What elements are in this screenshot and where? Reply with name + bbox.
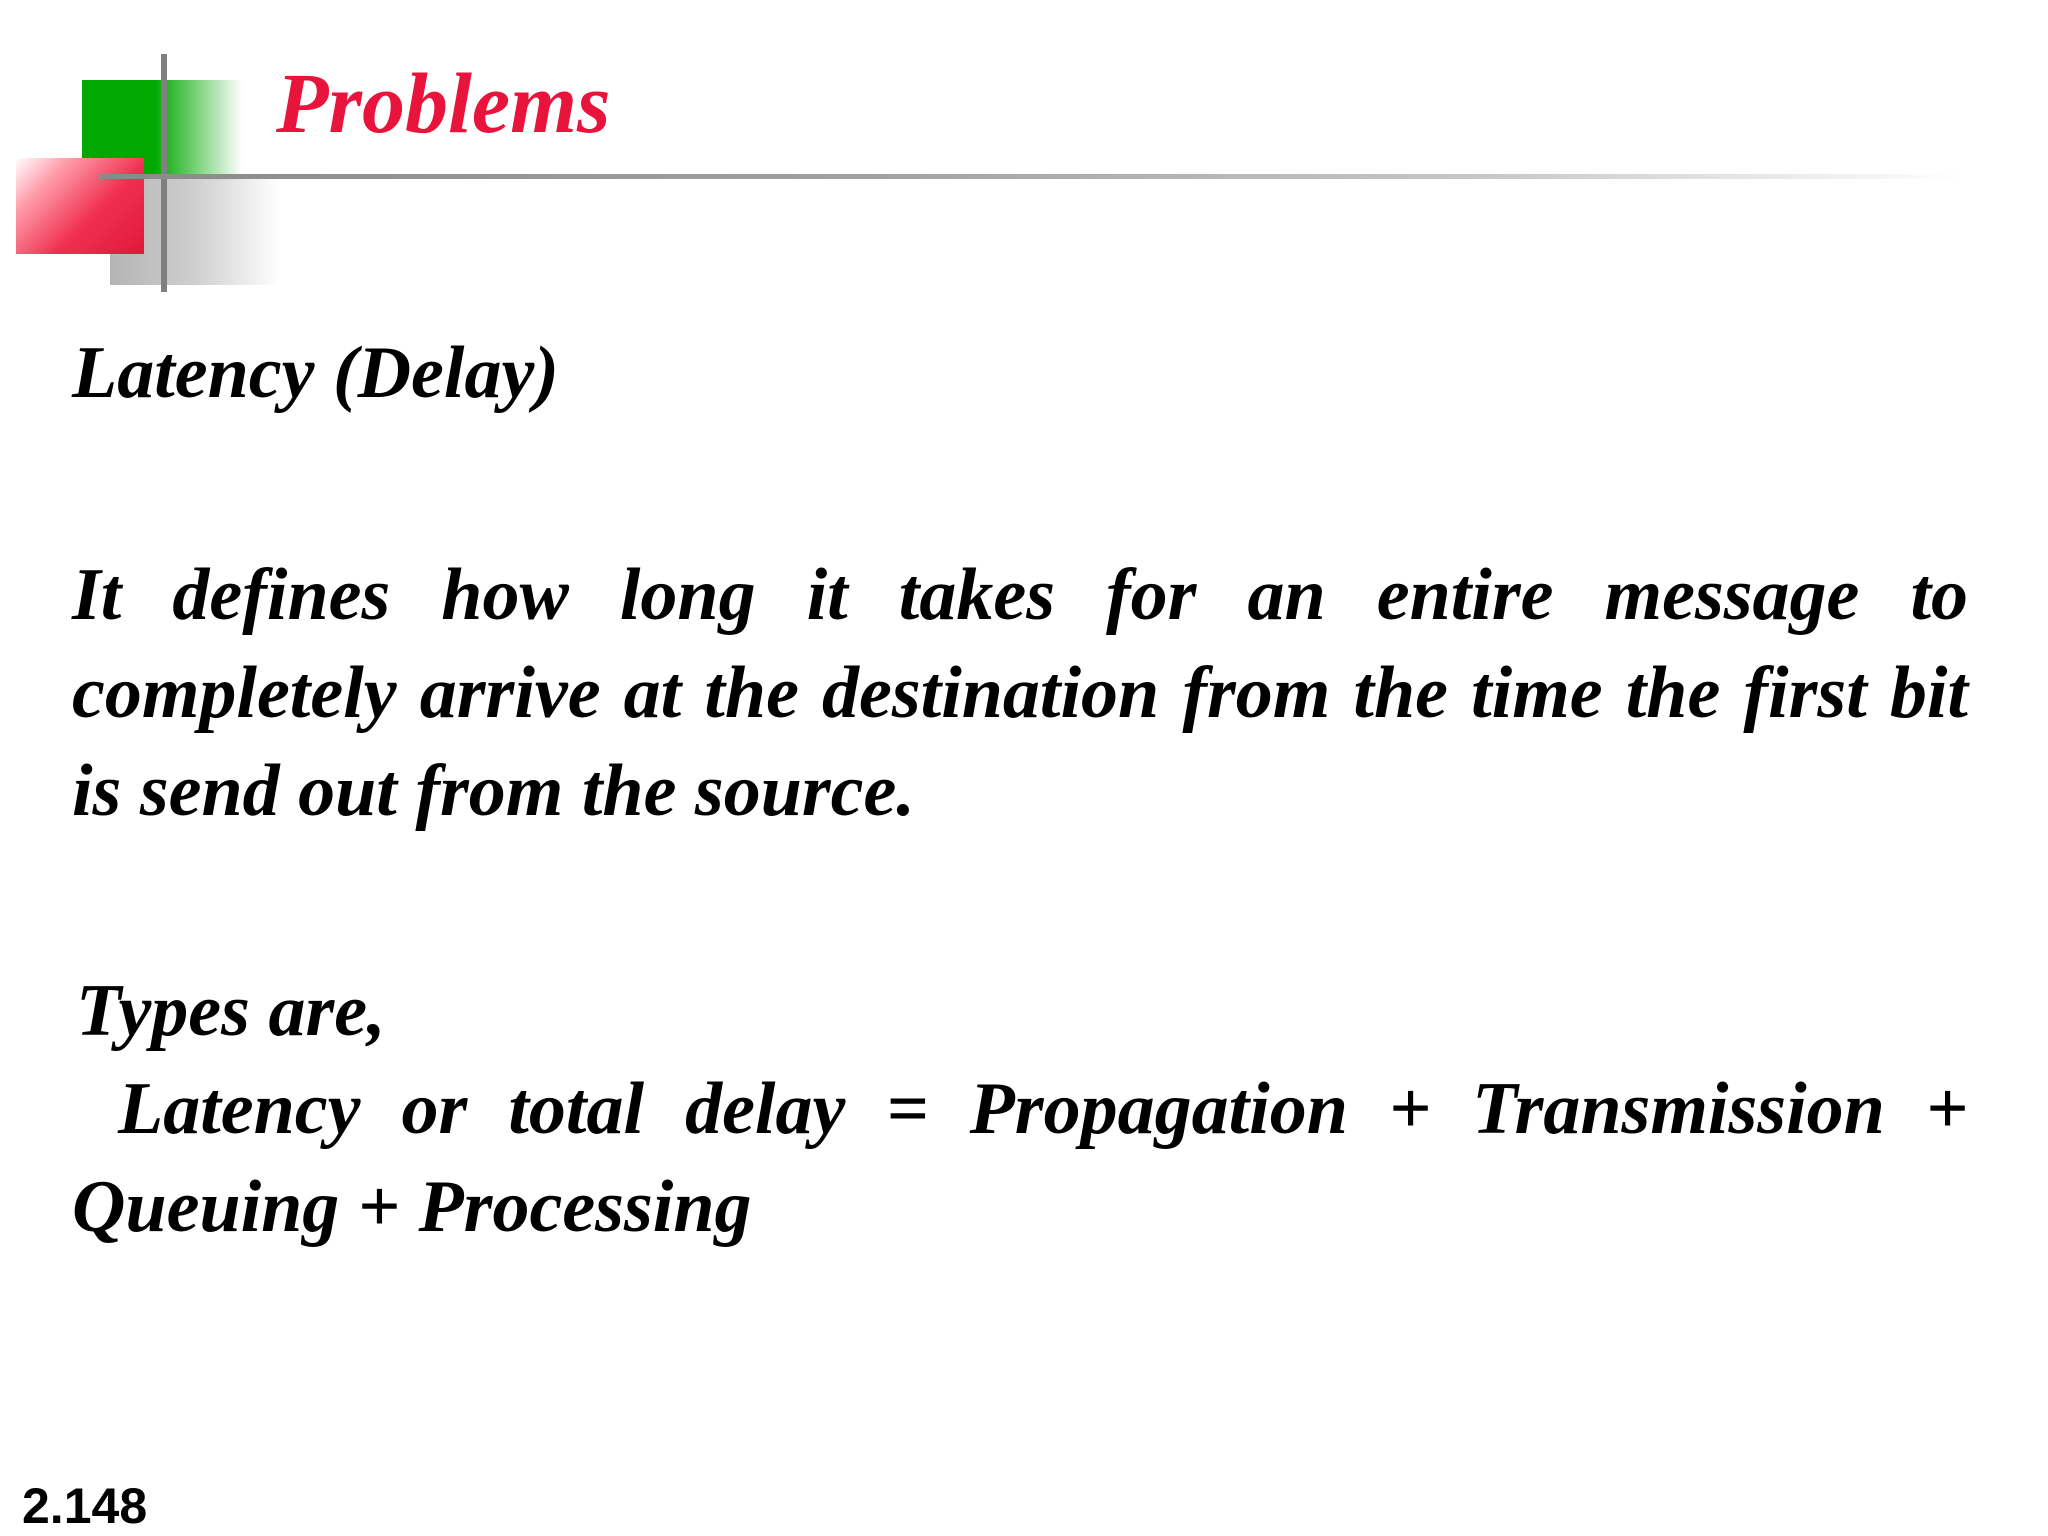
definition-paragraph: It defines how long it takes for an entire message to completely arrive at the destination from the time the first bit is send out from the source.	[72, 554, 1968, 832]
red-square-decoration	[16, 158, 144, 254]
latency-formula: Latency or total delay = Propagation + Transmission + Queuing + Processing	[72, 1068, 1968, 1248]
title-underline-rule	[100, 174, 1960, 179]
section-heading: Latency (Delay)	[72, 332, 559, 414]
page-number: 2.148	[22, 1478, 148, 1534]
vertical-rule-decoration	[161, 54, 167, 292]
types-label: Types are,	[76, 970, 386, 1052]
slide-title: Problems	[276, 55, 611, 151]
